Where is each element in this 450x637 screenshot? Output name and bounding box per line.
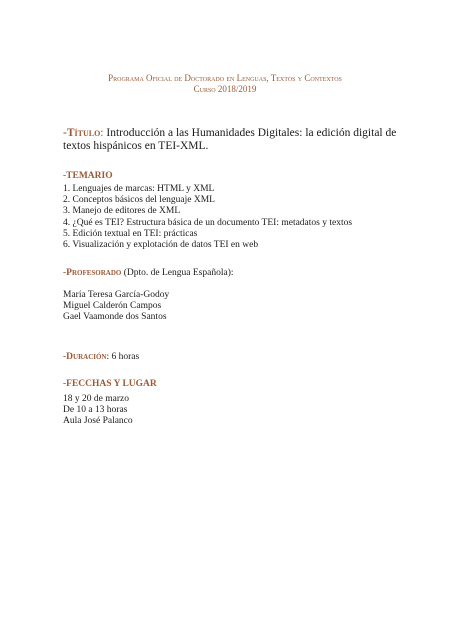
list-item: 6. Visualización y explotación de datos TEI en web [63,240,259,251]
fechas-label: -FECCHAS Y LUGAR [63,379,157,389]
list-item: 5. Edición textual en TEI: prácticas [63,228,198,239]
title-label: -Título [63,127,101,139]
course-title: Introducción a las Humanidades Digitales: la edición digital de textos hispánicos en TEI-XML. [63,127,397,152]
course-year: Curso 2018/2019 [193,84,257,94]
program-title: Programa Oficial de Doctorado en Lenguas, Textos y Contextos [108,73,342,83]
fechas-list [63,394,398,428]
title-separator: : [100,127,107,139]
list-item: 3. Manejo de editores de XML [63,206,181,217]
profesorado-note: (Dpto. de Lengua Española): [121,268,234,278]
temario-heading [63,165,398,183]
temario-label: -TEMARIO [63,171,113,181]
duracion-value: : 6 horas [106,352,140,362]
list-item: De 10 a 13 horas [63,405,128,416]
profesorado-heading [63,268,398,278]
list-item: 18 y 20 de marzo [63,394,129,404]
temario-list [63,184,398,251]
list-item: María Teresa García-Godoy [63,290,170,300]
list-item: Aula José Palanco [63,416,133,427]
fechas-heading [63,373,398,391]
list-item: Miguel Calderón Campos [63,301,162,312]
list-item: 2. Conceptos básicos del lenguaje XML [63,195,215,206]
duracion-label: -Duración [63,352,107,362]
profesorado-label: -Profesorado [63,268,122,278]
profesorado-list [63,290,398,324]
list-item: 1. Lenguajes de marcas: HTML y XML [63,184,215,194]
program-header [0,73,450,95]
duracion-line [63,352,398,362]
list-item: Gael Vaamonde dos Santos [63,312,167,323]
course-title-block [63,127,398,153]
list-item: 4. ¿Qué es TEI? Estructura básica de un documento TEI: metadatos y textos [63,217,353,228]
